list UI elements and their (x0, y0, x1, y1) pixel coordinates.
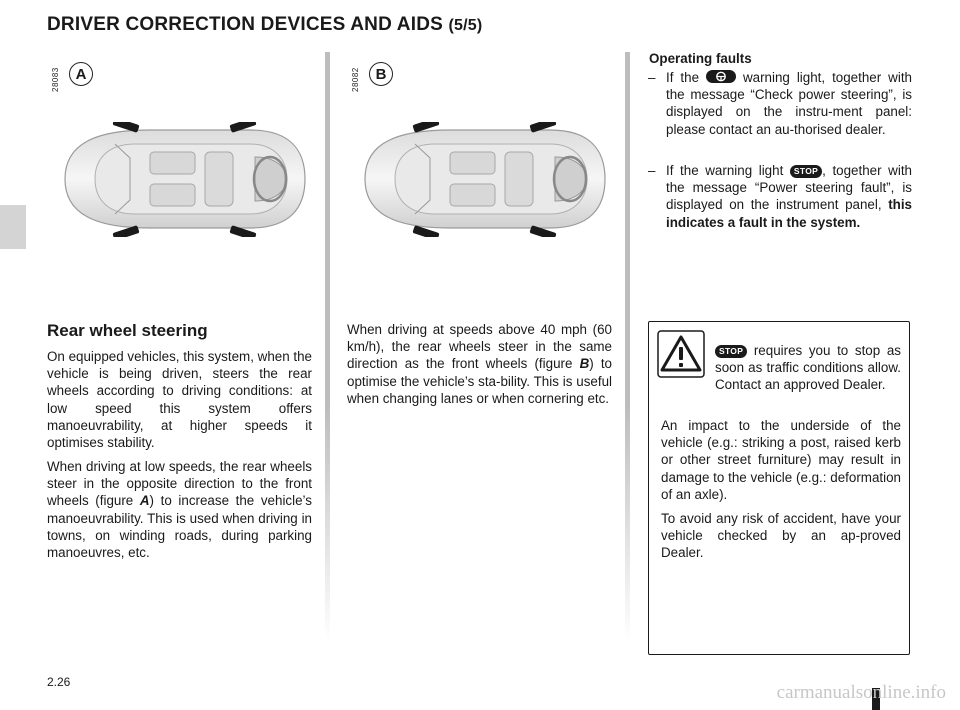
section-heading: Rear wheel steering (47, 321, 208, 340)
figure-code: 28083 (51, 67, 60, 92)
fault-item-1-text-a: If the (666, 70, 700, 85)
fault-item-2-text-a: If the warning light (666, 163, 784, 178)
figure-a (47, 52, 317, 282)
high-speed-text-b: ) to optimise the vehicle’s sta-bility. This is useful when changing lanes or when cornering etc. (347, 356, 612, 406)
section-tab (0, 205, 26, 249)
fault-item-1 (648, 69, 912, 138)
figure-b (347, 52, 617, 282)
stop-light-icon: STOP (715, 345, 747, 358)
fault-item-2-text-b: , together with the message “Power steering fault”, is displayed on the instrument panel, (666, 163, 912, 213)
list-dash: – (648, 70, 656, 85)
low-speed-text-a: When driving at low speeds, the rear wheels steer in the opposite direction to the front wheels (figure (47, 459, 312, 509)
column-divider (625, 52, 630, 642)
fault-item-1-text-b: warning light, together with the message “Check power steering”, is displayed on the instru-ment panel: please contact an au-thorised dealer. (666, 70, 912, 137)
figure-letter: A (69, 62, 93, 86)
column-divider (325, 52, 330, 642)
fault-item-2-bold: this indicates a fault in the system. (666, 197, 912, 230)
car-diagram-opposite-steer (55, 122, 310, 237)
fault-item-2 (648, 162, 912, 231)
stop-light-icon: STOP (790, 165, 822, 178)
stop-warning-text (715, 342, 901, 394)
figure-ref-a: A (139, 493, 150, 509)
warning-box (648, 321, 910, 655)
list-dash: – (648, 163, 656, 178)
figure-letter: B (369, 62, 393, 86)
intro-paragraph: On equipped vehicles, this system, when the vehicle is being driven, steers the rear wheels according to driving conditions: at low speed this system offers manoeuvrability, at higher speeds it optimises stability. (47, 349, 312, 451)
accident-warning-text: To avoid any risk of accident, have your vehicle checked by an ap-proved Dealer. (661, 511, 901, 561)
high-speed-paragraph (347, 321, 612, 407)
low-speed-paragraph (47, 458, 312, 561)
car-diagram-same-steer (355, 122, 610, 237)
page-title-text: DRIVER CORRECTION DEVICES AND AIDS (47, 14, 443, 35)
watermark: carmanualsonline.info (776, 682, 946, 703)
page-title (47, 14, 482, 36)
steering-wheel-icon (706, 70, 736, 83)
warning-triangle-icon (657, 330, 705, 378)
impact-warning-text: An impact to the underside of the vehicle (e.g.: striking a post, raised kerb or other street furniture) may result in damage to the vehicle (e.g.: deformation of an axle). (661, 418, 901, 502)
operating-faults-heading: Operating faults (649, 51, 752, 66)
figure-ref-b: B (579, 356, 590, 372)
stop-warning-line: requires you to stop as soon as traffic conditions allow. Contact an approved Dealer. (715, 343, 901, 393)
high-speed-text-a: When driving at speeds above 40 mph (60 km/h), the rear wheels steer in the same direction as the front wheels (figure (347, 322, 612, 372)
page-number: 2.26 (47, 675, 71, 689)
page-part: (5/5) (448, 17, 483, 34)
figure-code: 28082 (351, 67, 360, 92)
low-speed-text-b: ) to increase the vehicle’s manoeuvrability. This is used when driving in towns, on winding roads, during parking manoeuvres, etc. (47, 493, 312, 561)
